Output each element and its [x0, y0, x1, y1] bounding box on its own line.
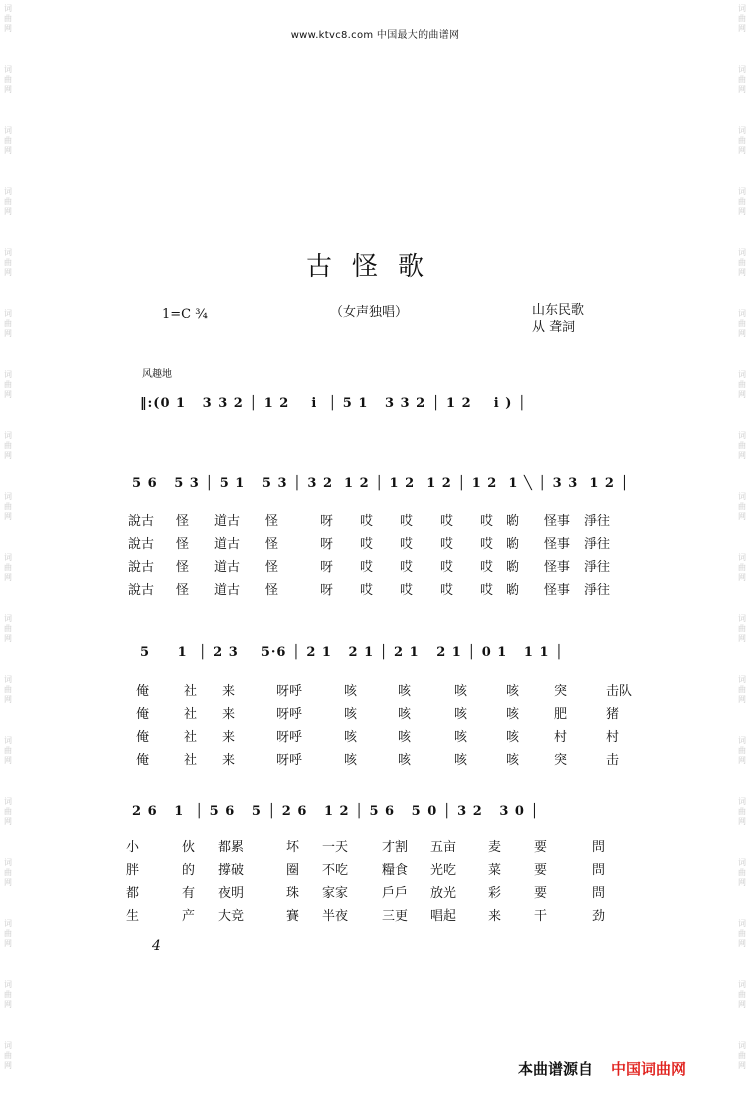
watermark-text: 词曲网: [4, 187, 12, 216]
lyric-syllable: 一天: [322, 840, 349, 855]
watermark-text: 词曲网: [738, 919, 746, 948]
lyric-syllable: 社: [184, 753, 198, 768]
lyric-syllable: 俺: [136, 684, 150, 699]
lyric-syllable: 唱起: [430, 909, 457, 924]
lyric-syllable: 呀: [320, 560, 334, 575]
right-watermark-strip: [734, 0, 750, 1106]
lyric-syllable: 猪: [606, 707, 620, 722]
lyric-syllable: 咳: [454, 707, 468, 722]
footer-label: 本曲谱源自: [518, 1060, 594, 1078]
watermark-text: 词曲网: [4, 370, 12, 399]
lyric-syllable: 呀呼: [276, 684, 303, 699]
lyric-syllable: 怪事: [544, 560, 571, 575]
lyric-syllable: 来: [222, 753, 236, 768]
lyric-syllable: 怪: [176, 560, 190, 575]
lyric-syllable: 哎: [360, 583, 374, 598]
site-header: www.ktvc8.com 中国最大的曲谱网: [290, 30, 460, 41]
lyric-syllable: 咳: [344, 707, 358, 722]
watermark-text: 词曲网: [4, 4, 12, 33]
lyric-syllable: 淨往: [584, 583, 611, 598]
watermark-text: 词曲网: [738, 980, 746, 1009]
lyric-syllable: 哎: [480, 537, 494, 552]
lyric-syllable: 喲: [506, 514, 520, 529]
song-subtitle: （女声独唱）: [330, 305, 409, 320]
lyric-syllable: 咳: [398, 684, 412, 699]
lyric-syllable: 怪: [176, 537, 190, 552]
lyric-syllable: 喲: [506, 560, 520, 575]
lyric-syllable: 坏: [286, 840, 300, 855]
lyric-syllable: 怪事: [544, 514, 571, 529]
lyric-syllable: 才割: [382, 840, 409, 855]
lyric-syllable: 咳: [506, 707, 520, 722]
lyric-syllable: 糧食: [382, 863, 409, 878]
lyric-syllable: 怪: [265, 537, 279, 552]
lyric-syllable: 呀: [320, 583, 334, 598]
lyric-syllable: 的: [182, 863, 196, 878]
lyric-syllable: 突: [554, 753, 568, 768]
lyric-syllable: 来: [222, 730, 236, 745]
watermark-text: 词曲网: [738, 858, 746, 887]
lyric-syllable: 哎: [360, 537, 374, 552]
watermark-text: 词曲网: [4, 858, 12, 887]
watermark-text: 词曲网: [4, 309, 12, 338]
lyric-syllable: 村: [606, 730, 620, 745]
lyric-syllable: 怪: [265, 583, 279, 598]
lyric-syllable: 怪事: [544, 537, 571, 552]
lyric-syllable: 半夜: [322, 909, 349, 924]
lyric-syllable: 哎: [440, 560, 454, 575]
watermark-text: 词曲网: [738, 614, 746, 643]
watermark-text: 词曲网: [738, 492, 746, 521]
lyric-syllable: 哎: [400, 583, 414, 598]
lyric-syllable: 哎: [480, 514, 494, 529]
watermark-text: 词曲网: [738, 370, 746, 399]
lyric-syllable: 来: [222, 707, 236, 722]
lyric-syllable: 道古: [214, 583, 241, 598]
watermark-text: 词曲网: [738, 248, 746, 277]
lyric-syllable: 产: [182, 909, 196, 924]
lyric-syllable: 呀呼: [276, 707, 303, 722]
watermark-text: 词曲网: [4, 553, 12, 582]
lyric-syllable: 三更: [382, 909, 409, 924]
intro-notes: ‖:(0 1 3 3 2 │ 1 2 i │ 5 1 3 3 2 │ 1 2 i ) │: [140, 396, 527, 411]
lyric-syllable: 菜: [488, 863, 502, 878]
lyric-syllable: 夜明: [218, 886, 245, 901]
watermark-text: 词曲网: [738, 309, 746, 338]
lyric-syllable: 說古: [128, 583, 155, 598]
lyric-syllable: 呀: [320, 537, 334, 552]
lyric-syllable: 五亩: [430, 840, 457, 855]
watermark-text: 词曲网: [738, 1041, 746, 1070]
lyric-syllable: 麦: [488, 840, 502, 855]
lyric-syllable: 要: [534, 886, 548, 901]
left-watermark-strip: [0, 0, 16, 1106]
lyric-syllable: 撐破: [218, 863, 245, 878]
lyric-syllable: 怪: [265, 514, 279, 529]
lyric-syllable: 哎: [480, 560, 494, 575]
lyric-syllable: 哎: [400, 560, 414, 575]
lyric-syllable: 道古: [214, 560, 241, 575]
lyric-syllable: 淨往: [584, 514, 611, 529]
lyric-syllable: 圈: [286, 863, 300, 878]
lyric-syllable: 咳: [506, 753, 520, 768]
watermark-text: 词曲网: [738, 4, 746, 33]
lyric-syllable: 咳: [398, 730, 412, 745]
lyric-syllable: 哎: [440, 537, 454, 552]
lyric-syllable: 大竞: [218, 909, 245, 924]
line3-notes: 2 6 1 │ 5 6 5 │ 2 6 1 2 │ 5 6 5 0 │ 3 2 3 0 │: [132, 804, 540, 819]
key-signature: 1=C ¾: [162, 307, 208, 322]
lyric-syllable: 彩: [488, 886, 502, 901]
lyric-syllable: 击队: [606, 684, 633, 699]
lyric-syllable: 怪: [176, 583, 190, 598]
lyric-syllable: 家家: [322, 886, 349, 901]
lyric-syllable: 咳: [506, 684, 520, 699]
watermark-text: 词曲网: [738, 736, 746, 765]
lyric-syllable: 肥: [554, 707, 568, 722]
lyric-syllable: 社: [184, 730, 198, 745]
watermark-text: 词曲网: [738, 187, 746, 216]
lyric-syllable: 道古: [214, 514, 241, 529]
lyric-syllable: 咳: [344, 753, 358, 768]
lyric-syllable: 說古: [128, 537, 155, 552]
lyric-syllable: 怪事: [544, 583, 571, 598]
lyric-syllable: 俺: [136, 707, 150, 722]
song-title: 古怪歌: [305, 252, 444, 282]
lyric-syllable: 咳: [398, 753, 412, 768]
tempo-marking: 风趣地: [142, 369, 172, 380]
lyric-syllable: 放光: [430, 886, 457, 901]
watermark-text: 词曲网: [4, 431, 12, 460]
lyric-syllable: 哎: [360, 560, 374, 575]
lyric-syllable: 問: [592, 886, 606, 901]
line1-lyrics: [128, 510, 628, 600]
lyric-syllable: 呀: [320, 514, 334, 529]
lyric-syllable: 不吃: [322, 863, 349, 878]
lyric-syllable: 咳: [454, 730, 468, 745]
page-number: 4: [152, 938, 161, 954]
watermark-text: 词曲网: [738, 553, 746, 582]
line3-lyrics: [126, 836, 626, 926]
lyric-syllable: 呀呼: [276, 730, 303, 745]
lyric-syllable: 咳: [344, 730, 358, 745]
lyric-syllable: 来: [488, 909, 502, 924]
lyric-syllable: 賽: [286, 909, 300, 924]
lyric-syllable: 喲: [506, 537, 520, 552]
footer: [518, 1058, 686, 1079]
lyric-syllable: 劲: [592, 909, 606, 924]
lyric-syllable: 道古: [214, 537, 241, 552]
lyric-syllable: 咳: [454, 753, 468, 768]
watermark-text: 词曲网: [738, 675, 746, 704]
lyric-syllable: 說古: [128, 514, 155, 529]
footer-brand: 中国词曲网: [611, 1060, 687, 1078]
lyric-syllable: 咳: [454, 684, 468, 699]
lyric-syllable: 怪: [265, 560, 279, 575]
lyric-syllable: 要: [534, 840, 548, 855]
watermark-text: 词曲网: [4, 126, 12, 155]
lyric-syllable: 突: [554, 684, 568, 699]
watermark-text: 词曲网: [738, 65, 746, 94]
watermark-text: 词曲网: [4, 736, 12, 765]
lyric-syllable: 淨往: [584, 560, 611, 575]
credit-lyricist: 从 聋詞: [532, 320, 576, 335]
lyric-syllable: 光吃: [430, 863, 457, 878]
lyric-syllable: 戶戶: [382, 886, 409, 901]
lyric-syllable: 說古: [128, 560, 155, 575]
watermark-text: 词曲网: [738, 126, 746, 155]
lyric-syllable: 生: [126, 909, 140, 924]
watermark-text: 词曲网: [738, 797, 746, 826]
lyric-syllable: 哎: [480, 583, 494, 598]
watermark-text: 词曲网: [4, 614, 12, 643]
lyric-syllable: 哎: [360, 514, 374, 529]
lyric-syllable: 哎: [400, 514, 414, 529]
lyric-syllable: 哎: [440, 514, 454, 529]
lyric-syllable: 有: [182, 886, 196, 901]
lyric-syllable: 呀呼: [276, 753, 303, 768]
lyric-syllable: 淨往: [584, 537, 611, 552]
lyric-syllable: 都累: [218, 840, 245, 855]
watermark-text: 词曲网: [4, 797, 12, 826]
watermark-text: 词曲网: [4, 675, 12, 704]
lyric-syllable: 伙: [182, 840, 196, 855]
credit-source: 山东民歌: [532, 303, 585, 318]
line1-notes: 5 6 5 3 │ 5 1 5 3 │ 3 2 1 2 │ 1 2 1 2 │ 1 2 1 ╲ │ 3 3 1 2 │: [132, 476, 630, 491]
lyric-syllable: 珠: [286, 886, 300, 901]
lyric-syllable: 村: [554, 730, 568, 745]
lyric-syllable: 問: [592, 840, 606, 855]
lyric-syllable: 俺: [136, 730, 150, 745]
lyric-syllable: 問: [592, 863, 606, 878]
watermark-text: 词曲网: [4, 248, 12, 277]
lyric-syllable: 哎: [400, 537, 414, 552]
watermark-text: 词曲网: [4, 1041, 12, 1070]
lyric-syllable: 怪: [176, 514, 190, 529]
lyric-syllable: 哎: [440, 583, 454, 598]
lyric-syllable: 社: [184, 707, 198, 722]
lyric-syllable: 俺: [136, 753, 150, 768]
lyric-syllable: 小: [126, 840, 140, 855]
watermark-text: 词曲网: [4, 65, 12, 94]
lyric-syllable: 社: [184, 684, 198, 699]
lyric-syllable: 胖: [126, 863, 140, 878]
lyric-syllable: 喲: [506, 583, 520, 598]
lyric-syllable: 要: [534, 863, 548, 878]
watermark-text: 词曲网: [4, 492, 12, 521]
lyric-syllable: 咳: [344, 684, 358, 699]
line2-lyrics: [136, 680, 636, 770]
lyric-syllable: 击: [606, 753, 620, 768]
lyric-syllable: 咳: [506, 730, 520, 745]
lyric-syllable: 都: [126, 886, 140, 901]
watermark-text: 词曲网: [4, 919, 12, 948]
line2-notes: 5 1 │ 2 3 5·6 │ 2 1 2 1 │ 2 1 2 1 │ 0 1 1 1 │: [140, 645, 564, 660]
watermark-text: 词曲网: [4, 980, 12, 1009]
lyric-syllable: 来: [222, 684, 236, 699]
watermark-text: 词曲网: [738, 431, 746, 460]
lyric-syllable: 干: [534, 909, 548, 924]
lyric-syllable: 咳: [398, 707, 412, 722]
